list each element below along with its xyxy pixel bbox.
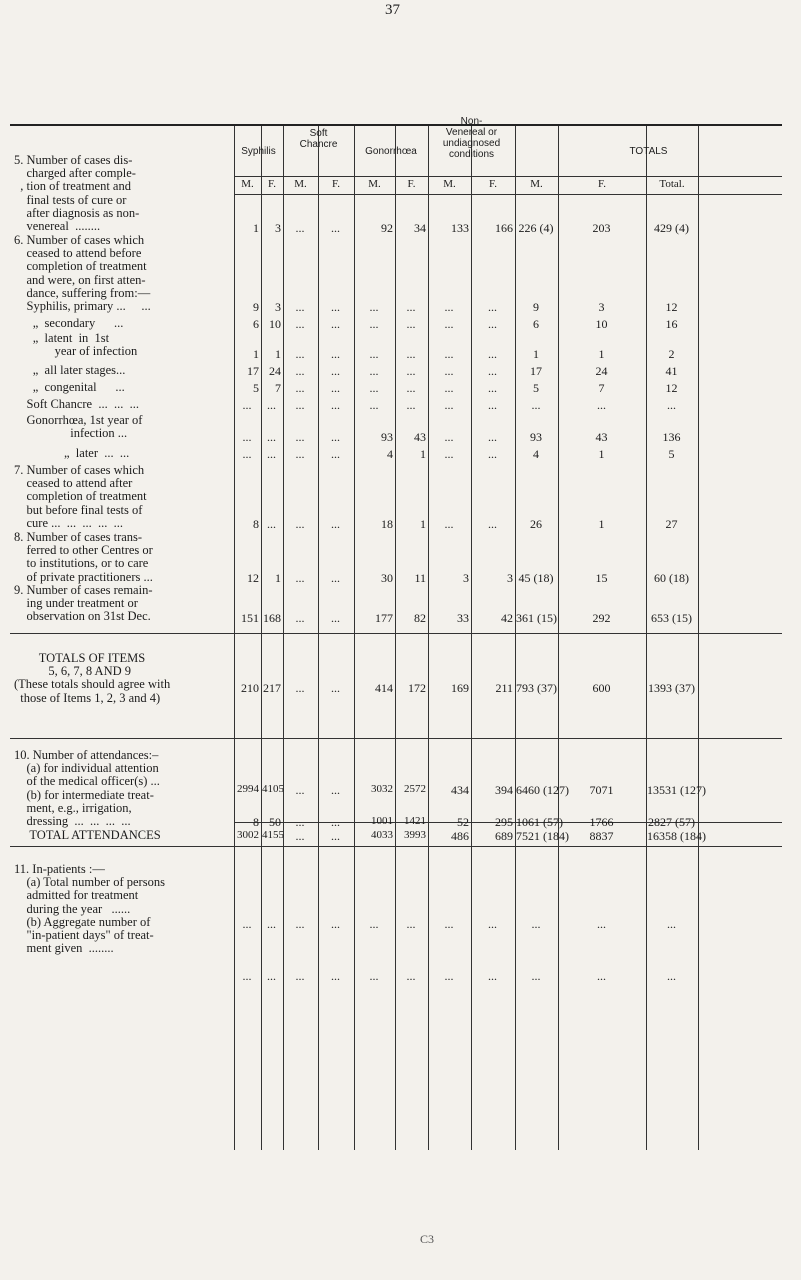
table-cell: 3993	[404, 829, 426, 841]
table-cell: 1421	[404, 815, 426, 827]
table-cell: 43	[414, 430, 426, 444]
table-cell: 203	[592, 221, 611, 235]
table-cell: 486	[451, 829, 469, 843]
table-cell: 18	[381, 517, 393, 531]
table-cell: ...	[369, 969, 379, 983]
column-sub-header: Total.	[659, 178, 685, 190]
table-cell: ...	[406, 300, 416, 314]
table-cell: ...	[369, 398, 379, 412]
column-rule	[318, 126, 319, 1150]
table-cell: 12	[247, 571, 259, 585]
table-cell: 4	[533, 447, 539, 461]
row-label: 9. Number of cases remain- ing under treatment or observation on 31st Dec.	[14, 583, 153, 624]
table-cell: ...	[531, 917, 541, 931]
table-cell: 7	[598, 381, 605, 395]
table-cell: ...	[444, 347, 454, 361]
column-rule	[395, 126, 396, 1150]
table-cell: ...	[331, 815, 340, 829]
table-cell: ...	[667, 398, 676, 412]
table-cell: ...	[369, 381, 379, 395]
table-cell: ...	[295, 381, 305, 395]
row-label: 7. Number of cases which ceased to attend after completion of treatment but before final tests of cure ... ... ... ... ...	[14, 463, 147, 530]
table-cell: ...	[488, 300, 497, 314]
table-cell: ...	[369, 300, 379, 314]
table-cell: ...	[369, 347, 379, 361]
table-cell: 8	[253, 517, 259, 531]
column-rule	[354, 126, 355, 1150]
table-cell: ...	[406, 969, 416, 983]
table-cell: 52	[457, 815, 469, 829]
table-cell: ...	[295, 221, 305, 235]
column-rule	[646, 126, 647, 1150]
row-label: „ later ... ...	[14, 446, 130, 460]
table-cell: 168	[263, 611, 281, 625]
row-label: „ congenital ...	[14, 380, 125, 394]
table-cell: ...	[444, 364, 454, 378]
row-label: 11. In-patients :— (a) Total number of persons admitted for treatment during the year ...... (b) Aggregate number of "in-patient days" of treat- ment given ........	[14, 862, 165, 956]
table-cell: ...	[444, 398, 454, 412]
table-cell: ...	[331, 611, 340, 625]
column-rule	[558, 126, 559, 1150]
table-cell: ...	[369, 364, 379, 378]
table-cell: 1	[598, 447, 605, 461]
table-cell: ...	[444, 969, 454, 983]
table-cell: ...	[406, 364, 416, 378]
column-rule	[428, 126, 429, 1150]
table-cell: 6460 (127)	[516, 783, 569, 797]
table-cell: 295	[495, 815, 513, 829]
table-cell: 210	[241, 681, 259, 695]
table-cell: 9	[253, 300, 259, 314]
table-cell: ...	[444, 517, 454, 531]
table-cell: ...	[267, 517, 276, 531]
row-rule	[10, 738, 782, 739]
table-cell: 689	[495, 829, 513, 843]
table-cell: ...	[267, 447, 276, 461]
table-cell: ...	[295, 347, 305, 361]
table-cell: 82	[414, 611, 426, 625]
table-cell: 45 (18)	[518, 571, 554, 585]
table-cell: 394	[495, 783, 513, 797]
table-cell: 30	[381, 571, 393, 585]
table-cell: 429 (4)	[654, 221, 689, 235]
table-cell: 4105	[262, 783, 284, 795]
table-cell: 166	[495, 221, 513, 235]
table-cell: 600	[592, 681, 611, 695]
column-sub-header: F.	[268, 178, 276, 190]
table-cell: ...	[444, 381, 454, 395]
table-cell: ...	[331, 221, 340, 235]
table-cell: 1393 (37)	[648, 681, 695, 695]
table-cell: ...	[331, 517, 340, 531]
column-sub-header: M.	[530, 178, 543, 190]
table-cell: ...	[331, 398, 340, 412]
table-cell: 2994	[237, 783, 259, 795]
row-label: 8. Number of cases trans- ferred to other Centres or to institutions, or to care of private practitioners ...	[14, 530, 153, 584]
table-cell: 136	[662, 430, 681, 444]
row-label: Soft Chancre ... ... ...	[14, 397, 139, 411]
table-cell: 1001	[371, 815, 393, 827]
table-cell: ...	[667, 969, 676, 983]
table-cell: ...	[295, 398, 305, 412]
table-cell: ...	[488, 347, 497, 361]
table-cell: 33	[457, 611, 469, 625]
column-rule	[471, 126, 472, 1150]
row-label: „ all later stages...	[14, 363, 126, 377]
table-cell: ...	[331, 430, 340, 444]
table-cell: 7	[275, 381, 281, 395]
table-cell: 24	[595, 364, 608, 378]
column-rule	[515, 126, 516, 1150]
column-sub-header: M.	[443, 178, 456, 190]
table-cell: ...	[488, 917, 497, 931]
table-cell: ...	[597, 917, 606, 931]
table-cell: ...	[406, 317, 416, 331]
table-cell: ...	[331, 300, 340, 314]
table-cell: 3	[463, 571, 469, 585]
table-cell: ...	[295, 447, 305, 461]
table-cell: ...	[597, 969, 606, 983]
column-group-header: Gonorrhœa	[365, 146, 417, 157]
table-cell: 34	[414, 221, 426, 235]
table-cell: 1	[533, 347, 539, 361]
table-cell: ...	[295, 917, 305, 931]
table-cell: 12	[665, 300, 678, 314]
table-cell: ...	[242, 917, 252, 931]
table-cell: ...	[406, 381, 416, 395]
table-cell: 4	[387, 447, 393, 461]
table-cell: ...	[331, 917, 340, 931]
table-cell: ...	[667, 917, 676, 931]
table-cell: ...	[488, 398, 497, 412]
table-cell: ...	[488, 317, 497, 331]
column-group-header: Non- Venereal or undiagnosed conditions	[442, 116, 501, 160]
table-cell: 41	[665, 364, 678, 378]
table-cell: 43	[595, 430, 608, 444]
table-cell: 133	[451, 221, 469, 235]
table-cell: ...	[295, 783, 305, 797]
table-cell: 5	[668, 447, 675, 461]
table-cell: ...	[331, 969, 340, 983]
table-cell: 12	[665, 381, 678, 395]
table-cell: 169	[451, 681, 469, 695]
table-cell: 3002	[237, 829, 259, 841]
table-cell: 1	[275, 571, 281, 585]
table-cell: 6	[533, 317, 539, 331]
page-number: 37	[385, 2, 400, 18]
table-cell: 217	[263, 681, 281, 695]
table-cell: 24	[269, 364, 281, 378]
table-cell: ...	[295, 364, 305, 378]
column-group-header: Syphilis	[241, 146, 276, 157]
table-cell: 93	[381, 430, 393, 444]
table-cell: 50	[269, 815, 281, 829]
table-cell: ...	[444, 430, 454, 444]
row-label: TOTALS OF ITEMS 5, 6, 7, 8 AND 9 (These totals should agree with those of Items 1, 2, 3 and 4)	[14, 651, 171, 705]
table-cell: ...	[488, 517, 497, 531]
table-cell: 3	[275, 221, 281, 235]
row-label: Syphilis, primary ... ...	[14, 299, 151, 313]
column-group-header: Soft Chancre	[299, 128, 338, 150]
table-cell: 414	[375, 681, 393, 695]
table-cell: ...	[295, 317, 305, 331]
table-cell: 4155	[262, 829, 284, 841]
row-label: TOTAL ATTENDANCES	[14, 828, 161, 842]
table-cell: 151	[241, 611, 259, 625]
table-cell: ...	[331, 364, 340, 378]
column-sub-header: F.	[598, 178, 606, 190]
table-cell: ...	[331, 829, 340, 843]
table-cell: ...	[295, 571, 305, 585]
table-cell: 26	[530, 517, 542, 531]
column-rule	[261, 126, 262, 1150]
table-cell: 3032	[371, 783, 393, 795]
footer-mark: C3	[420, 1232, 435, 1246]
table-cell: 361 (15)	[516, 611, 557, 625]
table-cell: 2827 (57)	[648, 815, 695, 829]
column-sub-header: F.	[489, 178, 497, 190]
table-cell: 226 (4)	[518, 221, 554, 235]
table-cell: 1	[420, 447, 426, 461]
table-cell: 60 (18)	[654, 571, 689, 585]
table-cell: 434	[451, 783, 469, 797]
table-cell: ...	[242, 969, 252, 983]
table-cell: ...	[331, 447, 340, 461]
table-cell: 7071	[589, 783, 614, 797]
table-cell: ...	[488, 381, 497, 395]
table-cell: ...	[295, 829, 305, 843]
table-cell: 13531 (127)	[647, 783, 706, 797]
column-sub-header: M.	[294, 178, 307, 190]
table-cell: 292	[592, 611, 611, 625]
table-cell: ...	[331, 681, 340, 695]
table-cell: ...	[444, 917, 454, 931]
table-cell: ...	[242, 447, 252, 461]
table-cell: 11	[414, 571, 426, 585]
column-rule	[698, 126, 699, 1150]
table-cell: 16	[665, 317, 678, 331]
table-cell: 1	[598, 347, 605, 361]
column-sub-header: M.	[241, 178, 254, 190]
row-label: „ secondary ...	[14, 316, 124, 330]
table-cell: ...	[331, 347, 340, 361]
table-cell: ...	[295, 815, 305, 829]
table-cell: 5	[533, 381, 539, 395]
table-cell: ...	[444, 317, 454, 331]
table-cell: 1	[420, 517, 426, 531]
table-cell: ...	[242, 430, 252, 444]
table-cell: ...	[295, 611, 305, 625]
table-cell: ...	[488, 430, 497, 444]
table-cell: 8	[253, 815, 259, 829]
table-cell: 4033	[371, 829, 393, 841]
table-cell: 42	[501, 611, 513, 625]
table-cell: ...	[444, 447, 454, 461]
table-cell: 1	[253, 347, 259, 361]
table-cell: 172	[408, 681, 426, 695]
row-label: 5. Number of cases dis- charged after comple- , tion of treatment and final tests of cure or after diagnosis as non- venereal ........	[14, 153, 140, 234]
column-sub-header: F.	[332, 178, 340, 190]
table-cell: ...	[267, 430, 276, 444]
table-cell: 1	[253, 221, 259, 235]
table-cell: ...	[488, 447, 497, 461]
table-cell: ...	[295, 517, 305, 531]
table-cell: 8837	[589, 829, 614, 843]
table-cell: ...	[242, 398, 252, 412]
table-cell: 93	[530, 430, 542, 444]
table-cell: 793 (37)	[516, 681, 557, 695]
table-cell: ...	[488, 969, 497, 983]
table-cell: ...	[531, 969, 541, 983]
table-cell: ...	[267, 917, 276, 931]
table-cell: 2	[668, 347, 675, 361]
table-cell: 16358 (184)	[647, 829, 706, 843]
table-cell: 6	[253, 317, 259, 331]
table-cell: 5	[253, 381, 259, 395]
table-cell: 17	[530, 364, 542, 378]
table-cell: ...	[331, 381, 340, 395]
table-cell: ...	[295, 430, 305, 444]
row-rule	[234, 194, 782, 195]
table-cell: 1766	[589, 815, 614, 829]
table-cell: 27	[665, 517, 678, 531]
table-cell: ...	[295, 969, 305, 983]
row-label: 6. Number of cases which ceased to attend before completion of treatment and were, on first atten- dance, suffering from:—	[14, 233, 151, 300]
table-cell: 17	[247, 364, 259, 378]
table-cell: 1061 (57)	[516, 815, 563, 829]
table-cell: ...	[267, 969, 276, 983]
table-cell: ...	[597, 398, 606, 412]
table-cell: 2572	[404, 783, 426, 795]
table-cell: ...	[444, 300, 454, 314]
table-cell: 177	[375, 611, 393, 625]
table-cell: 3	[507, 571, 513, 585]
table-cell: ...	[295, 681, 305, 695]
table-cell: ...	[369, 317, 379, 331]
table-cell: 92	[381, 221, 393, 235]
row-rule	[234, 176, 782, 177]
table-cell: ...	[295, 300, 305, 314]
column-sub-header: F.	[407, 178, 416, 190]
table-cell: ...	[331, 783, 340, 797]
table-cell: ...	[406, 917, 416, 931]
table-cell: 15	[595, 571, 608, 585]
row-rule	[10, 633, 782, 634]
table-cell: ...	[531, 398, 541, 412]
table-cell: ...	[267, 398, 276, 412]
table-cell: 7521 (184)	[516, 829, 569, 843]
row-label: Gonorrhœa, 1st year of infection ...	[26, 413, 143, 441]
table-cell: 9	[533, 300, 539, 314]
table-cell: 10	[595, 317, 608, 331]
table-cell: 1	[275, 347, 281, 361]
row-label: „ latent in 1st year of infection	[32, 331, 138, 359]
column-group-header: TOTALS	[629, 146, 668, 157]
table-cell: 1	[598, 517, 605, 531]
table-cell: ...	[331, 317, 340, 331]
table-cell: 211	[495, 681, 513, 695]
table-cell: 653 (15)	[651, 611, 692, 625]
table-cell: ...	[406, 347, 416, 361]
table-cell: ...	[488, 364, 497, 378]
table-cell: 3	[275, 300, 281, 314]
table-cell: 10	[269, 317, 281, 331]
top-rule	[10, 124, 782, 126]
row-rule	[10, 846, 782, 847]
table-cell: ...	[331, 571, 340, 585]
column-rule	[283, 126, 284, 1150]
table-cell: ...	[369, 917, 379, 931]
column-rule	[234, 126, 235, 1150]
table-cell: ...	[406, 398, 416, 412]
column-sub-header: M.	[368, 178, 381, 190]
row-label: 10. Number of attendances:– (a) for individual attention of the medical officer(s) ... (b) for intermediate treat- ment, e.g., irrigation, dressing ... ... ... ...	[14, 748, 160, 829]
table-cell: 3	[598, 300, 605, 314]
